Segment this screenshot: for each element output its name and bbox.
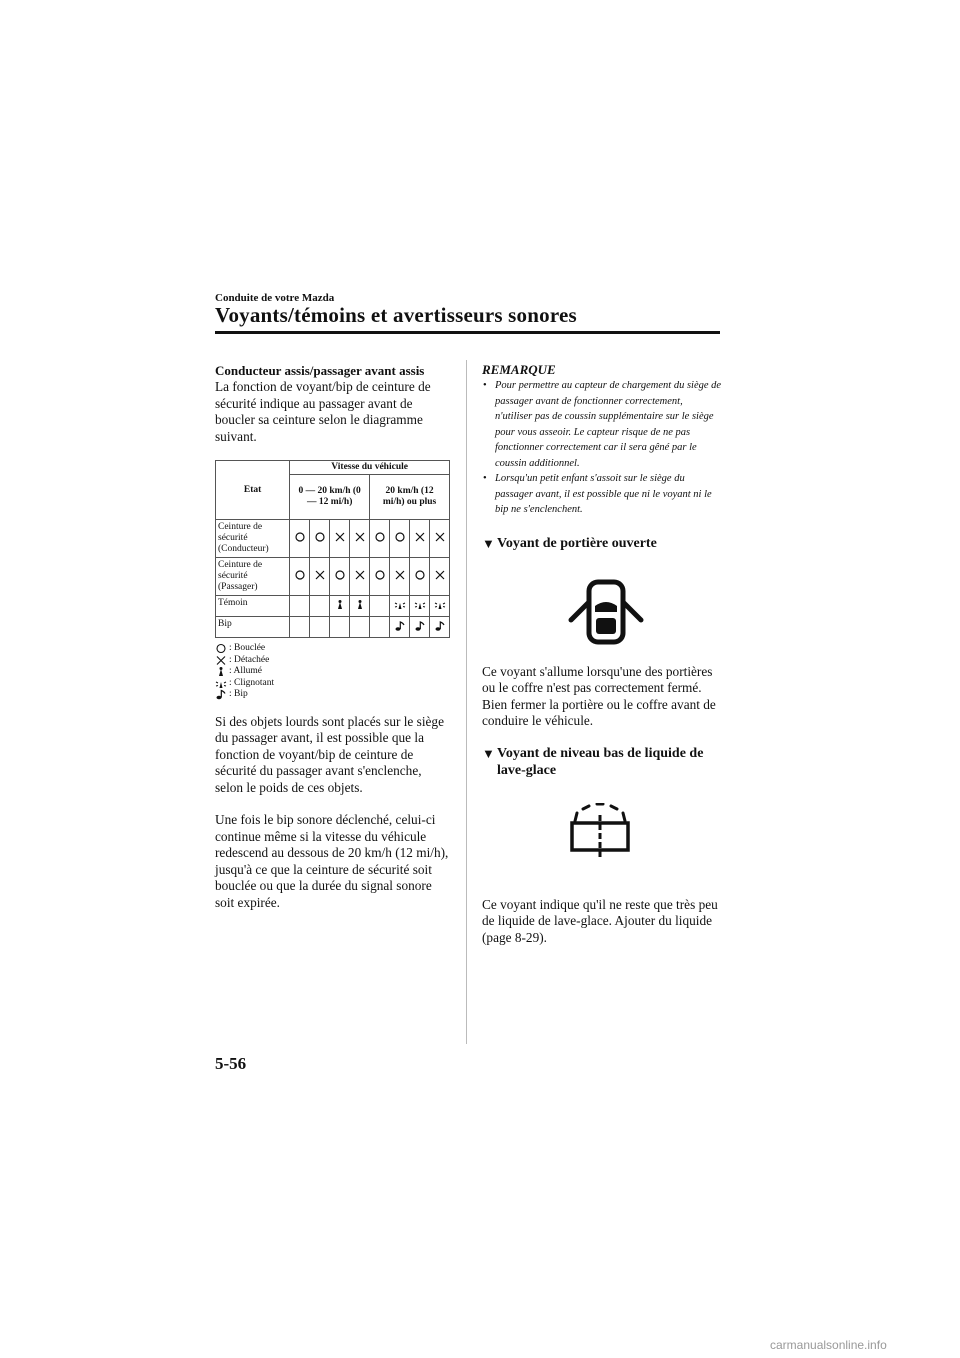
circle-icon [370, 520, 390, 558]
triangle-icon: ▼ [482, 745, 495, 761]
note-bullet-text: Pour permettre au capteur de chargement du siège de passager avant de fonctionner correctement, n'utiliser pas de coussin supplémentaire sur le siège pour vous asseoir. Le capteur risque de ne pas fonctionner correctement car il sera gêné par le coussin additionnel. [495, 380, 722, 469]
section-label: Conduite de votre Mazda [215, 292, 335, 304]
door-text-2: Bien fermer la portière ou le coffre avant de conduire le véhicule. [482, 696, 716, 728]
circle-icon [370, 558, 390, 596]
col-low-header: 0 — 20 km/h (0 — 12 mi/h) [290, 475, 370, 520]
legend-text: : Bip [229, 689, 248, 699]
table-row [216, 596, 450, 617]
cross-icon [310, 558, 330, 596]
indicator-lit-icon [350, 596, 370, 617]
col-high-header: 20 km/h (12 mi/h) ou plus [370, 475, 450, 520]
seated-heading: Conducteur assis/passager avant assis [215, 363, 425, 378]
legend-item [215, 689, 450, 701]
intro-text: La fonction de voyant/bip de ceinture de sécurité indique au passager avant de boucler sa ceinture selon le diagramme suivant. [215, 379, 431, 444]
indicator-lit-icon [215, 666, 227, 677]
para-beep-continues: Une fois le bip sonore déclenché, celui-ci continue même si la vitesse du véhicule redescend au dessous de 20 km/h (12 mi/h), jusqu'à ce que la ceinture de sécurité soit bouclée ou que la durée du signal sonore soit expirée. [215, 812, 449, 910]
circle-icon [330, 558, 350, 596]
col-state-header: Etat [216, 461, 290, 520]
indicator-flash-icon [390, 596, 410, 617]
right-column [482, 362, 722, 946]
col-speed-header: Vitesse du véhicule [290, 461, 450, 475]
indicator-flash-icon [215, 678, 227, 689]
circle-icon [390, 520, 410, 558]
beep-icon [410, 617, 430, 638]
chapter-title: Voyants/témoins et avertisseurs sonores [215, 303, 577, 327]
cross-icon [330, 520, 350, 558]
seatbelt-table [215, 460, 450, 638]
circle-icon [290, 558, 310, 596]
door-text-1: Ce voyant s'allume lorsqu'une des portières ou le coffre n'est pas correctement fermé. [482, 663, 713, 695]
indicator-flash-icon [410, 596, 430, 617]
indicator-flash-icon [430, 596, 450, 617]
door-heading [482, 535, 722, 552]
cross-icon [215, 655, 227, 666]
cross-icon [350, 520, 370, 558]
indicator-lit-icon [330, 596, 350, 617]
cross-icon [430, 520, 450, 558]
door-heading-text: Voyant de portière ouverte [497, 535, 657, 551]
triangle-icon: ▼ [482, 535, 495, 551]
cross-icon [430, 558, 450, 596]
para-heavy-objects: Si des objets lourds sont placés sur le siège du passager avant, il est possible que la fonction de voyant/bip de ceinture de sécurité du passager avant s'enclenche, selon le poids de ces objets. [215, 713, 444, 795]
page-number: 5-56 [215, 1054, 247, 1073]
note-bullet: • Pour permettre au capteur de chargement du siège de passager avant de fonctionner correctement, n'utiliser pas de coussin supplémentaire sur le siège pour vous asseoir. Le capteur risque de ne pas fonctionner correctement car il sera gêné par le coussin additionnel. [482, 378, 722, 471]
table-row [216, 520, 450, 558]
washer-text: Ce voyant indique qu'il ne reste que très peu de liquide de lave-glace. Ajouter du liquide (page 8-29). [482, 896, 718, 945]
header-rule [215, 331, 720, 334]
legend-item [215, 678, 450, 690]
row-label: Témoin [216, 596, 290, 617]
legend-item [215, 643, 450, 655]
legend-text: : Bouclée [229, 643, 266, 653]
cross-icon [390, 558, 410, 596]
beep-icon [390, 617, 410, 638]
table-row [216, 558, 450, 596]
circle-icon [310, 520, 330, 558]
legend-text: : Clignotant [229, 677, 275, 688]
washer-fluid-icon [482, 779, 722, 897]
note-title: REMARQUE [482, 362, 556, 377]
table-row [216, 617, 450, 638]
legend-text: : Détachée [229, 654, 270, 665]
column-divider [466, 360, 467, 1044]
legend-item [215, 655, 450, 667]
washer-heading [482, 745, 722, 779]
legend [215, 643, 450, 701]
row-label: Bip [216, 617, 290, 638]
cross-icon [350, 558, 370, 596]
circle-icon [215, 643, 227, 654]
row-label: Ceinture de sécurité (Conducteur) [216, 520, 290, 558]
legend-text: : Allumé [229, 666, 262, 676]
circle-icon [410, 558, 430, 596]
door-ajar-icon [482, 552, 722, 658]
washer-heading-text: Voyant de niveau bas de liquide de lave-glace [497, 745, 704, 778]
row-label: Ceinture de sécurité (Passager) [216, 558, 290, 596]
circle-icon [290, 520, 310, 558]
cross-icon [410, 520, 430, 558]
left-column [215, 362, 450, 911]
beep-icon [215, 689, 227, 700]
beep-icon [430, 617, 450, 638]
note-bullet-text: Lorsqu'un petit enfant s'assoit sur le siège du passager avant, il est possible que ni le voyant ni le bip ne s'enclenchent. [495, 473, 712, 515]
legend-item [215, 666, 450, 678]
watermark: carmanualsonline.info [770, 1338, 887, 1352]
note-bullet: • Lorsqu'un petit enfant s'assoit sur le siège du passager avant, il est possible que ni le voyant ni le bip ne s'enclenchent. [482, 471, 722, 518]
